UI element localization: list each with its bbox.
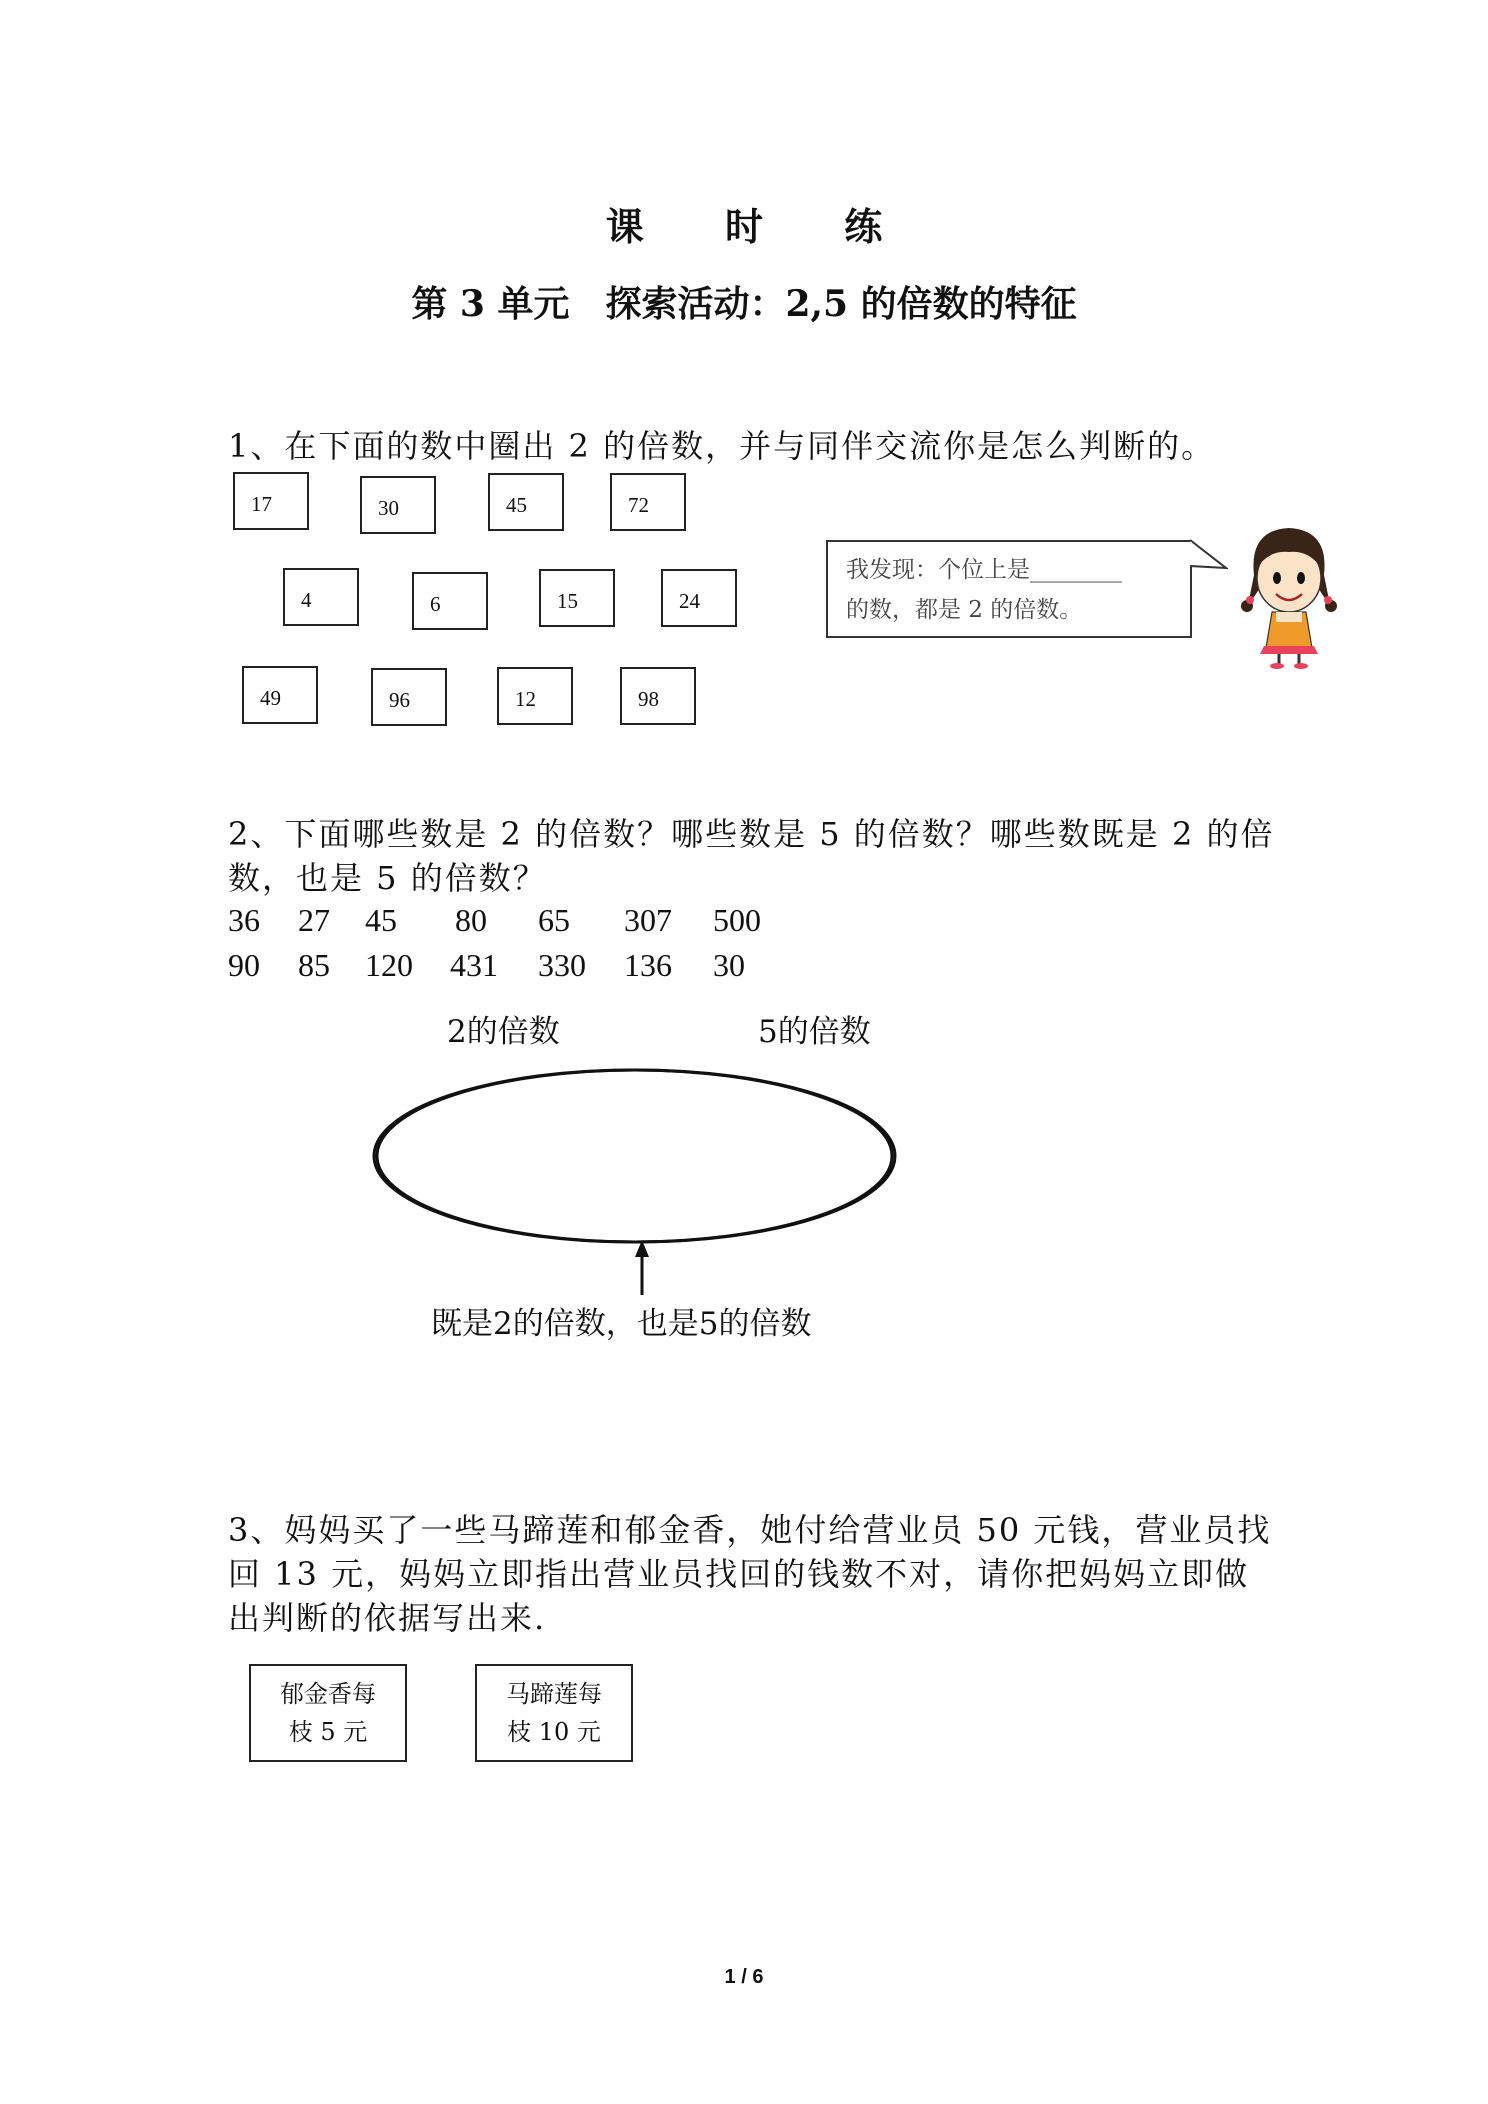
number-box[interactable]: 72 — [610, 473, 686, 531]
question-2-text-line-1: 2、下面哪些数是 2 的倍数？哪些数是 5 的倍数？哪些数既是 2 的倍 — [228, 815, 1275, 853]
question-3-line-3: 出判断的依据写出来. — [228, 1599, 547, 1637]
venn-circle-5 — [374, 1070, 892, 1242]
bubble-tail — [1188, 538, 1228, 578]
venn-label-right: 5的倍数 — [758, 1014, 871, 1050]
number-box[interactable]: 96 — [371, 668, 447, 726]
number-box[interactable]: 15 — [539, 569, 615, 627]
number-box[interactable]: 24 — [661, 569, 737, 627]
number-box[interactable]: 49 — [242, 666, 318, 724]
speech-bubble — [826, 540, 1192, 638]
question-2-text-line-2: 数，也是 5 的倍数？ — [228, 859, 547, 897]
question-3-line-2: 回 13 元，妈妈立即指出营业员找回的钱数不对，请你把妈妈立即做 — [228, 1555, 1250, 1593]
tulip-price-box: 郁金香每 枝 5 元 — [249, 1664, 407, 1762]
number-box[interactable]: 12 — [497, 667, 573, 725]
number-box[interactable]: 17 — [233, 472, 309, 530]
number-box[interactable]: 45 — [488, 473, 564, 531]
bubble-line-2: 的数，都是 2 的倍数。 — [846, 597, 1083, 623]
question-3-line-1: 3、妈妈买了一些马蹄莲和郁金香，她付给营业员 50 元钱，营业员找 — [228, 1511, 1272, 1549]
page-number: 1 / 6 — [724, 1966, 764, 1988]
venn-diagram — [260, 1055, 1030, 1305]
number-box[interactable]: 6 — [412, 572, 488, 630]
number-box[interactable]: 4 — [283, 568, 359, 626]
venn-label-both: 既是2的倍数，也是5的倍数 — [431, 1306, 812, 1342]
venn-label-left: 2的倍数 — [447, 1014, 560, 1050]
bubble-line-1: 我发现：个位上是________ — [846, 557, 1122, 583]
page-title: 课 时 练 — [605, 204, 917, 249]
question-1-text: 1、在下面的数中圈出 2 的倍数，并与同伴交流你是怎么判断的。 — [228, 427, 1216, 465]
number-box[interactable]: 98 — [620, 667, 696, 725]
number-box[interactable]: 30 — [360, 476, 436, 534]
calla-price-box: 马蹄莲每 枝 10 元 — [475, 1664, 633, 1762]
girl-illustration — [1234, 520, 1344, 670]
page-subtitle: 第 3 单元 探索活动：2,5 的倍数的特征 — [411, 283, 1077, 325]
